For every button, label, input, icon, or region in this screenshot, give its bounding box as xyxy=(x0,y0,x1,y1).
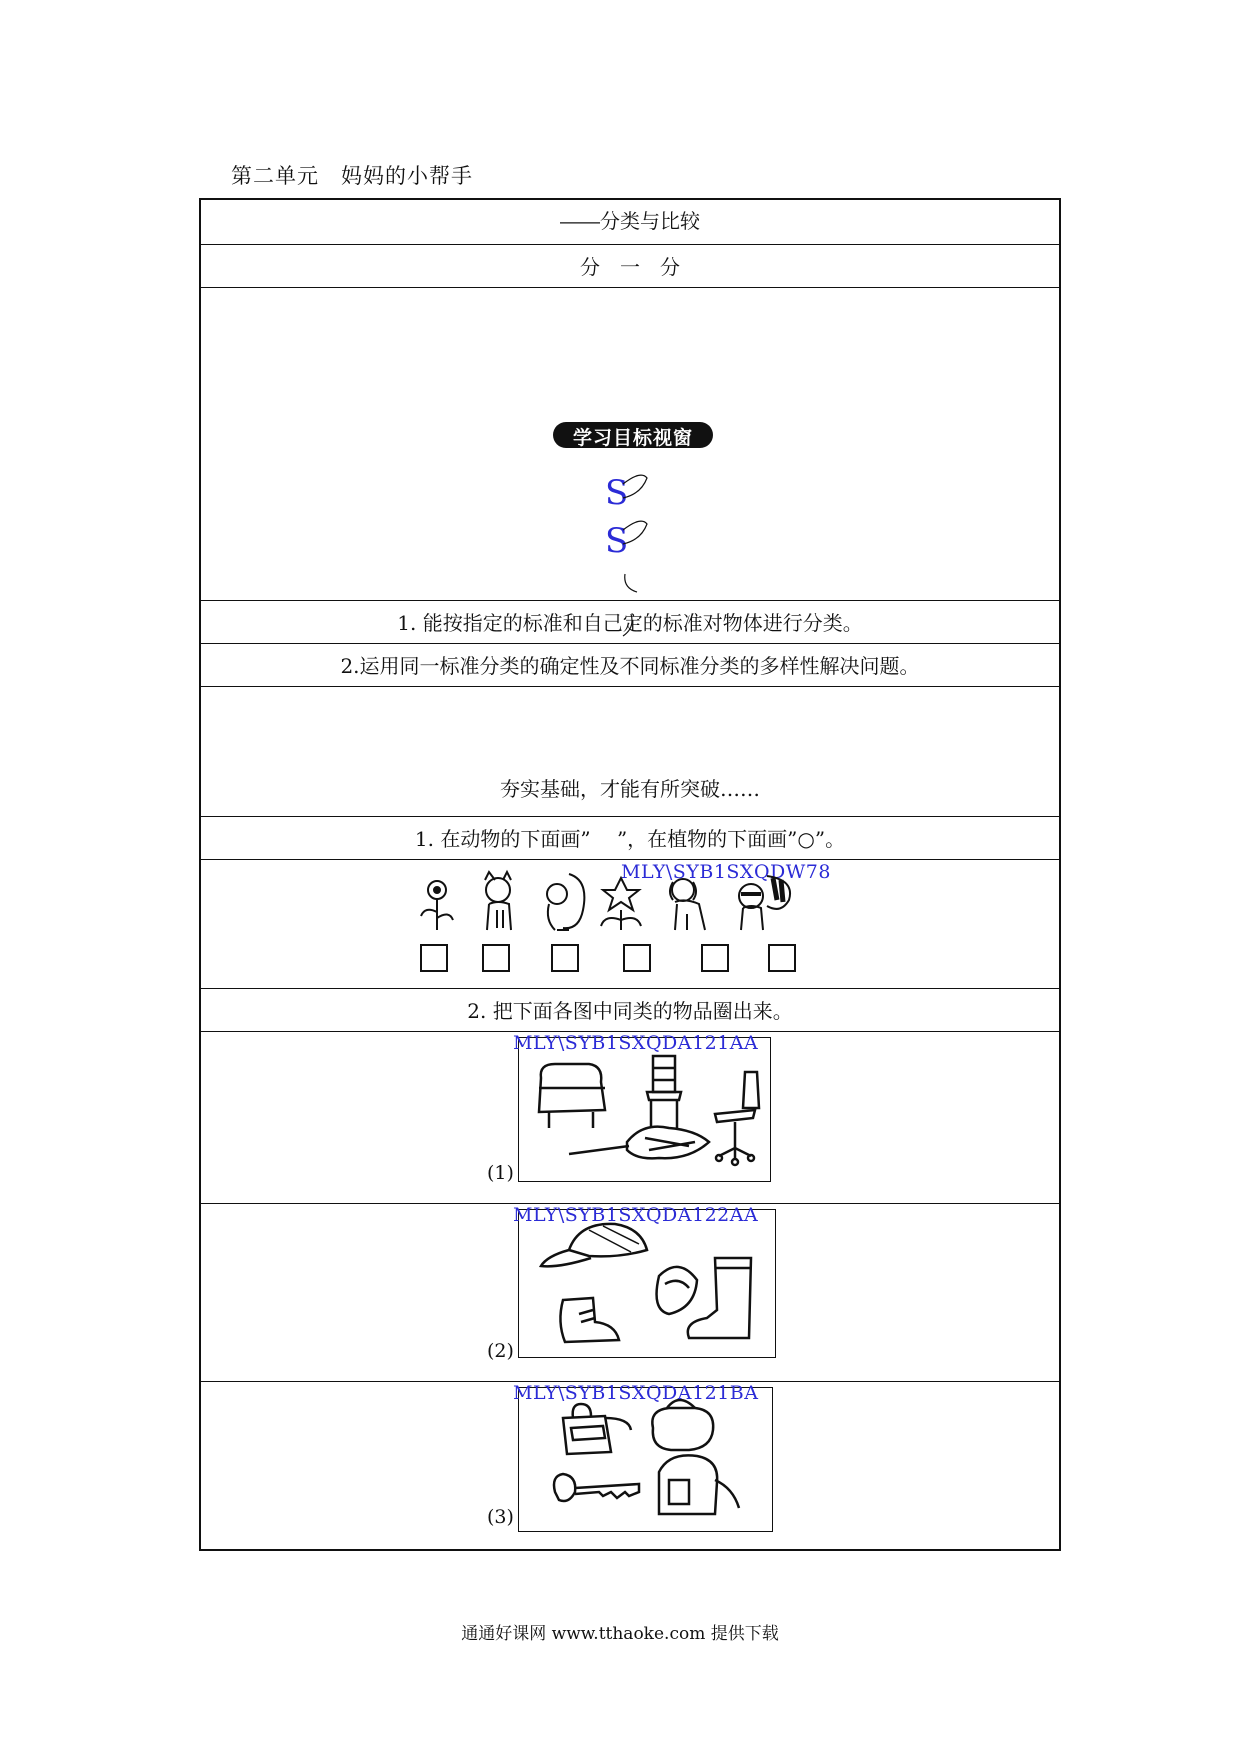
answer-box-4[interactable] xyxy=(623,944,651,972)
motto: 夯实基础，才能有所突破…… xyxy=(500,777,760,801)
armchair-icon xyxy=(539,1064,605,1128)
subtitle: ――分类与比较 xyxy=(560,209,700,233)
wearables-picture xyxy=(519,1210,777,1359)
objective-1: 1. 能按指定的标准和自己定的标准对物体进行分类。 xyxy=(397,611,863,635)
picture-watermark-3: MLY\SYB1SXQDA121BA xyxy=(513,1382,759,1404)
svg-text:S: S xyxy=(605,473,629,513)
furniture-picture xyxy=(519,1038,772,1183)
exercise2-picture-row-1 xyxy=(201,1031,1059,1203)
answer-box-6[interactable] xyxy=(768,944,796,972)
picture-watermark-2: MLY\SYB1SXQDA122AA xyxy=(513,1204,759,1226)
picture-label-1: (1) xyxy=(487,1162,514,1184)
answer-box-5[interactable] xyxy=(701,944,729,972)
cap-icon xyxy=(541,1224,647,1266)
unit-header: 第二单元 妈妈的小帮手 xyxy=(231,164,473,188)
learning-goals-banner xyxy=(553,420,713,450)
slipper-icon xyxy=(657,1267,697,1314)
exercise2-picture-row-2 xyxy=(201,1203,1059,1381)
exercise1-instruction: 1. 在动物的下面画” ”，在植物的下面画”○”。 xyxy=(414,827,846,851)
answer-box-1[interactable] xyxy=(420,944,448,972)
exercise1-watermark: MLY\SYB1SXQDW78 xyxy=(621,861,831,883)
exercise2-instruction: 2. 把下面各图中同类的物品圈出来。 xyxy=(467,999,793,1023)
motto-row xyxy=(201,686,1059,816)
exercise2-picture-row-3 xyxy=(201,1381,1059,1551)
picture-frame-1[interactable] xyxy=(518,1037,771,1182)
plant-icon xyxy=(601,878,641,930)
picture-frame-3[interactable] xyxy=(518,1387,773,1532)
animals-plants-strip xyxy=(415,870,795,940)
lesson-title-row xyxy=(201,244,1059,287)
flower-icon xyxy=(421,881,453,930)
exercise2-instruction-row xyxy=(201,988,1059,1031)
objective-2: 2.运用同一标准分类的确定性及不同标准分类的多样性解决问题。 xyxy=(340,654,920,678)
backpack-icon xyxy=(659,1455,739,1514)
boot-icon xyxy=(688,1258,751,1338)
chair-icon xyxy=(647,1056,681,1128)
dog-icon xyxy=(670,879,705,930)
feather-duster-icon xyxy=(569,1127,709,1159)
banner-row xyxy=(201,287,1059,600)
cat-icon xyxy=(485,872,511,930)
answer-box-3[interactable] xyxy=(551,944,579,972)
key-icon xyxy=(554,1474,639,1501)
objective-row-1 xyxy=(201,600,1059,643)
exercise1-instruction-row xyxy=(201,816,1059,859)
shoe-icon xyxy=(560,1298,619,1342)
objective-row-2 xyxy=(201,643,1059,686)
picture-frame-2[interactable] xyxy=(518,1209,776,1358)
squirrel-icon xyxy=(547,874,584,930)
office-chair-icon xyxy=(715,1072,759,1165)
raccoon-icon xyxy=(739,876,790,930)
page-footer: 通通好课网 www.tthaoke.com 提供下载 xyxy=(461,1624,779,1644)
answer-box-2[interactable] xyxy=(482,944,510,972)
banner-text: 学习目标视窗 xyxy=(572,427,693,449)
lesson-title: 分 一 分 xyxy=(580,255,680,279)
svg-text:S: S xyxy=(605,521,629,561)
bags-key-picture xyxy=(519,1388,774,1533)
worksheet-table xyxy=(199,198,1061,1551)
picture-label-3: (3) xyxy=(487,1506,514,1528)
duffel-bag-icon xyxy=(652,1400,713,1450)
subtitle-row xyxy=(201,200,1059,244)
picture-watermark-1: MLY\SYB1SXQDA121AA xyxy=(513,1032,759,1054)
picture-label-2: (2) xyxy=(487,1340,514,1362)
handbag-icon xyxy=(563,1404,631,1454)
exercise1-picture-row xyxy=(201,859,1059,988)
